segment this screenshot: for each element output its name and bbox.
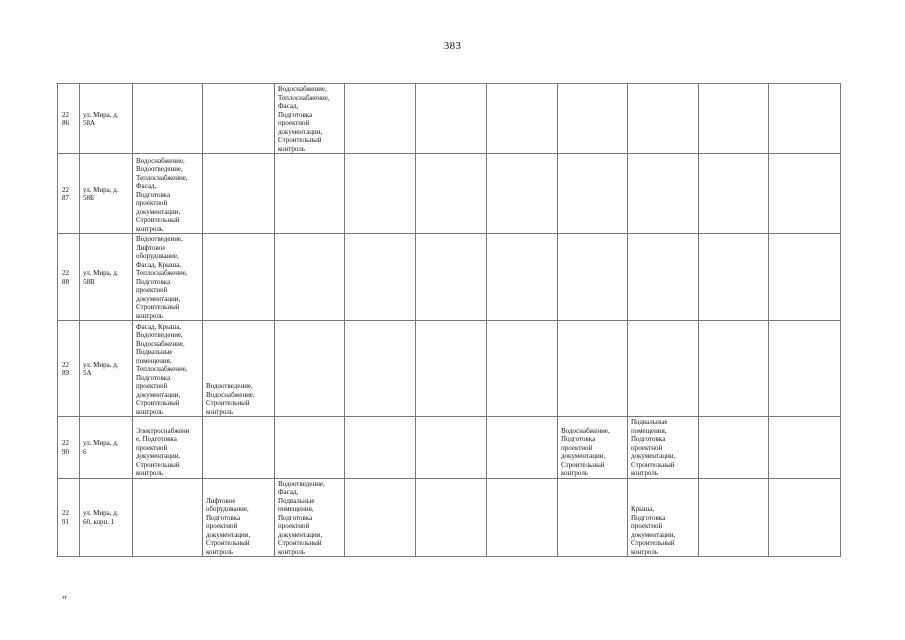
works-cell <box>345 84 416 154</box>
row-number-cell: 22 87 <box>58 154 80 234</box>
address-cell: ул. Мира, д. 58В <box>80 234 133 321</box>
works-cell <box>699 478 769 557</box>
address-cell: ул. Мира, д. 6 <box>80 417 133 479</box>
works-cell <box>203 417 275 479</box>
works-cell <box>558 234 628 321</box>
works-cell <box>558 154 628 234</box>
works-cell <box>133 478 203 557</box>
works-cell: Водоотведение, Водоснабжение, Строительный контроль <box>203 321 275 417</box>
works-cell <box>487 84 558 154</box>
works-cell <box>416 417 487 479</box>
works-cell <box>275 234 345 321</box>
works-cell <box>345 154 416 234</box>
works-cell <box>275 321 345 417</box>
works-cell <box>558 478 628 557</box>
works-cell <box>769 234 841 321</box>
works-cell <box>487 234 558 321</box>
works-cell: Лифтовое оборудование, Подготовка проектной документации, Строительный контроль <box>203 478 275 557</box>
works-cell: Водоснабжение, Водоотведение, Теплоснабжение, Фасад, Подготовка проектной документации, Строительный контроль <box>133 154 203 234</box>
row-number-cell: 22 86 <box>58 84 80 154</box>
works-cell: Водоотведение, Фасад, Подвальные помещения, Подготовка проектной документации, Строительный контроль <box>275 478 345 557</box>
works-cell <box>699 234 769 321</box>
footer-mark: зт <box>62 595 67 601</box>
works-cell <box>133 84 203 154</box>
address-cell: ул. Мира, д. 5А <box>80 321 133 417</box>
works-cell <box>203 84 275 154</box>
works-cell <box>416 234 487 321</box>
works-cell <box>699 84 769 154</box>
works-cell <box>769 321 841 417</box>
works-cell <box>487 417 558 479</box>
works-cell <box>416 321 487 417</box>
works-cell <box>769 417 841 479</box>
address-cell: ул. Мира, д. 58А <box>80 84 133 154</box>
row-number-cell: 22 91 <box>58 478 80 557</box>
works-cell <box>558 84 628 154</box>
works-cell <box>769 154 841 234</box>
works-cell <box>275 154 345 234</box>
row-number-cell: 22 88 <box>58 234 80 321</box>
row-number-cell: 22 90 <box>58 417 80 479</box>
works-cell <box>345 417 416 479</box>
works-cell <box>628 84 699 154</box>
address-cell: ул. Мира, д. 58Б <box>80 154 133 234</box>
works-cell <box>203 154 275 234</box>
works-cell <box>769 478 841 557</box>
works-cell <box>628 154 699 234</box>
works-cell: Водоснабжение, Теплоснабжение, Фасад, Подготовка проектной документации, Строительный контроль <box>275 84 345 154</box>
works-cell <box>699 154 769 234</box>
works-cell <box>345 321 416 417</box>
table-row <box>58 234 841 321</box>
works-cell <box>769 84 841 154</box>
works-cell <box>203 234 275 321</box>
works-cell: Водоотведение, Лифтовое оборудование, Фасад, Крыша, Теплоснабжение, Подготовка проектной документации, Строительный контроль <box>133 234 203 321</box>
works-cell <box>628 234 699 321</box>
works-cell <box>416 84 487 154</box>
page-number: 383 <box>443 40 462 52</box>
works-cell: Фасад, Крыша, Водоотведение, Водоснабжение, Подвальные помещения, Теплоснабжение, Подготовка проектной документации, Строительный контроль <box>133 321 203 417</box>
table-row <box>58 321 841 417</box>
works-cell <box>345 234 416 321</box>
works-cell: Подвальные помещения, Подготовка проектной документации, Строительный контроль <box>628 417 699 479</box>
works-cell: Водоснабжение, Подготовка проектной документации, Строительный контроль <box>558 417 628 479</box>
works-cell <box>487 154 558 234</box>
table-row <box>58 478 841 557</box>
works-cell <box>275 417 345 479</box>
works-cell: Крыша, Подготовка проектной документации, Строительный контроль <box>628 478 699 557</box>
works-cell: Электроснабжени е, Подготовка проектной документации, Строительный контроль <box>133 417 203 479</box>
table-row <box>58 417 841 479</box>
table-row <box>58 154 841 234</box>
row-number-cell: 22 89 <box>58 321 80 417</box>
works-cell <box>558 321 628 417</box>
works-cell <box>345 478 416 557</box>
works-schedule-table <box>57 83 841 557</box>
works-cell <box>416 478 487 557</box>
works-cell <box>628 321 699 417</box>
works-cell <box>699 417 769 479</box>
works-cell <box>487 478 558 557</box>
works-cell <box>699 321 769 417</box>
table-row <box>58 84 841 154</box>
works-cell <box>416 154 487 234</box>
address-cell: ул. Мира, д. 60, корп. 1 <box>80 478 133 557</box>
works-cell <box>487 321 558 417</box>
